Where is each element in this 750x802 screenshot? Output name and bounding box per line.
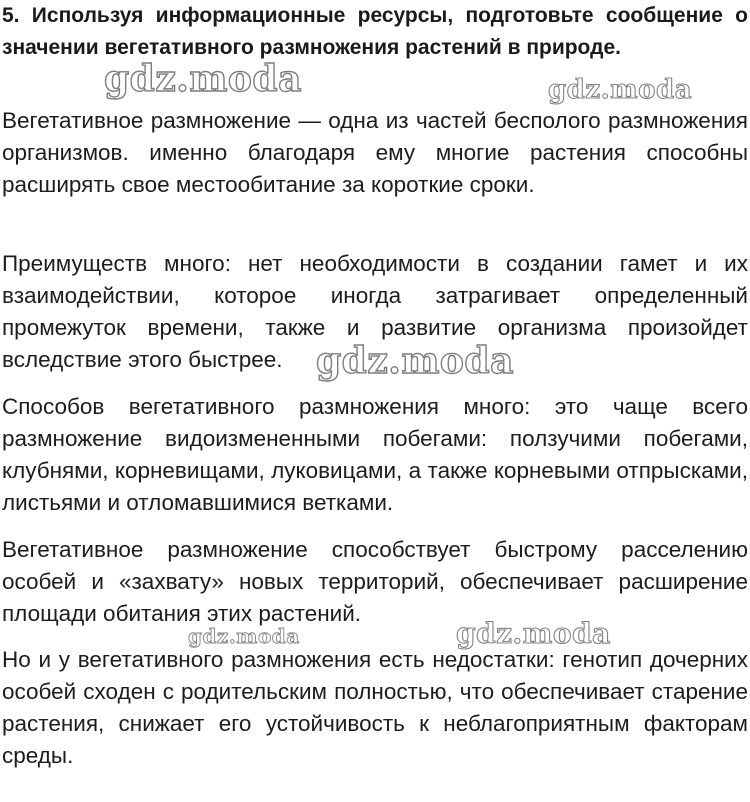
- watermark-logo: gdz.moda: [104, 58, 302, 100]
- watermark-logo: gdz.moda: [188, 624, 300, 648]
- paragraph-4: Вегетативное размножение способствует быстрому расселению особей и «захвату» новых территорий, обеспечивает расширение площади обитания этих растений.: [2, 537, 748, 626]
- paragraph-1: Вегетативное размножение — одна из частей бесполого размножения организмов. именно благодаря ему многие растения способны расширять свое местообитание за короткие сроки.: [2, 108, 748, 197]
- watermark-logo: gdz.moda: [316, 340, 514, 382]
- question-heading: 5. Используя информационные ресурсы, подготовьте сообщение о значении вегетативного размножения растений в природе.: [2, 4, 748, 59]
- watermark-logo: gdz.moda: [548, 75, 693, 105]
- paragraph-5: Но и у вегетативного размножения есть недостатки: генотип дочерних особей сходен с родительским полностью, что обеспечивает старение растения, снижает его устойчивость к неблагоприятным факторам среды.: [2, 647, 748, 768]
- paragraph-2: Преимуществ много: нет необходимости в создании гамет и их взаимодействии, которое иногда затрагивает определенный промежуток времени, также и развитие организма произойдет вследствие этого быстрее.: [2, 251, 748, 372]
- paragraph-3: Способов вегетативного размножения много: это чаще всего размножение видоизмененными побегами: ползучими побегами, клубнями, корневищами, луковицами, а также корневыми отпрысками, листьями и отломавшимися ветками.: [2, 394, 748, 515]
- watermark-logo: gdz.moda: [456, 617, 611, 650]
